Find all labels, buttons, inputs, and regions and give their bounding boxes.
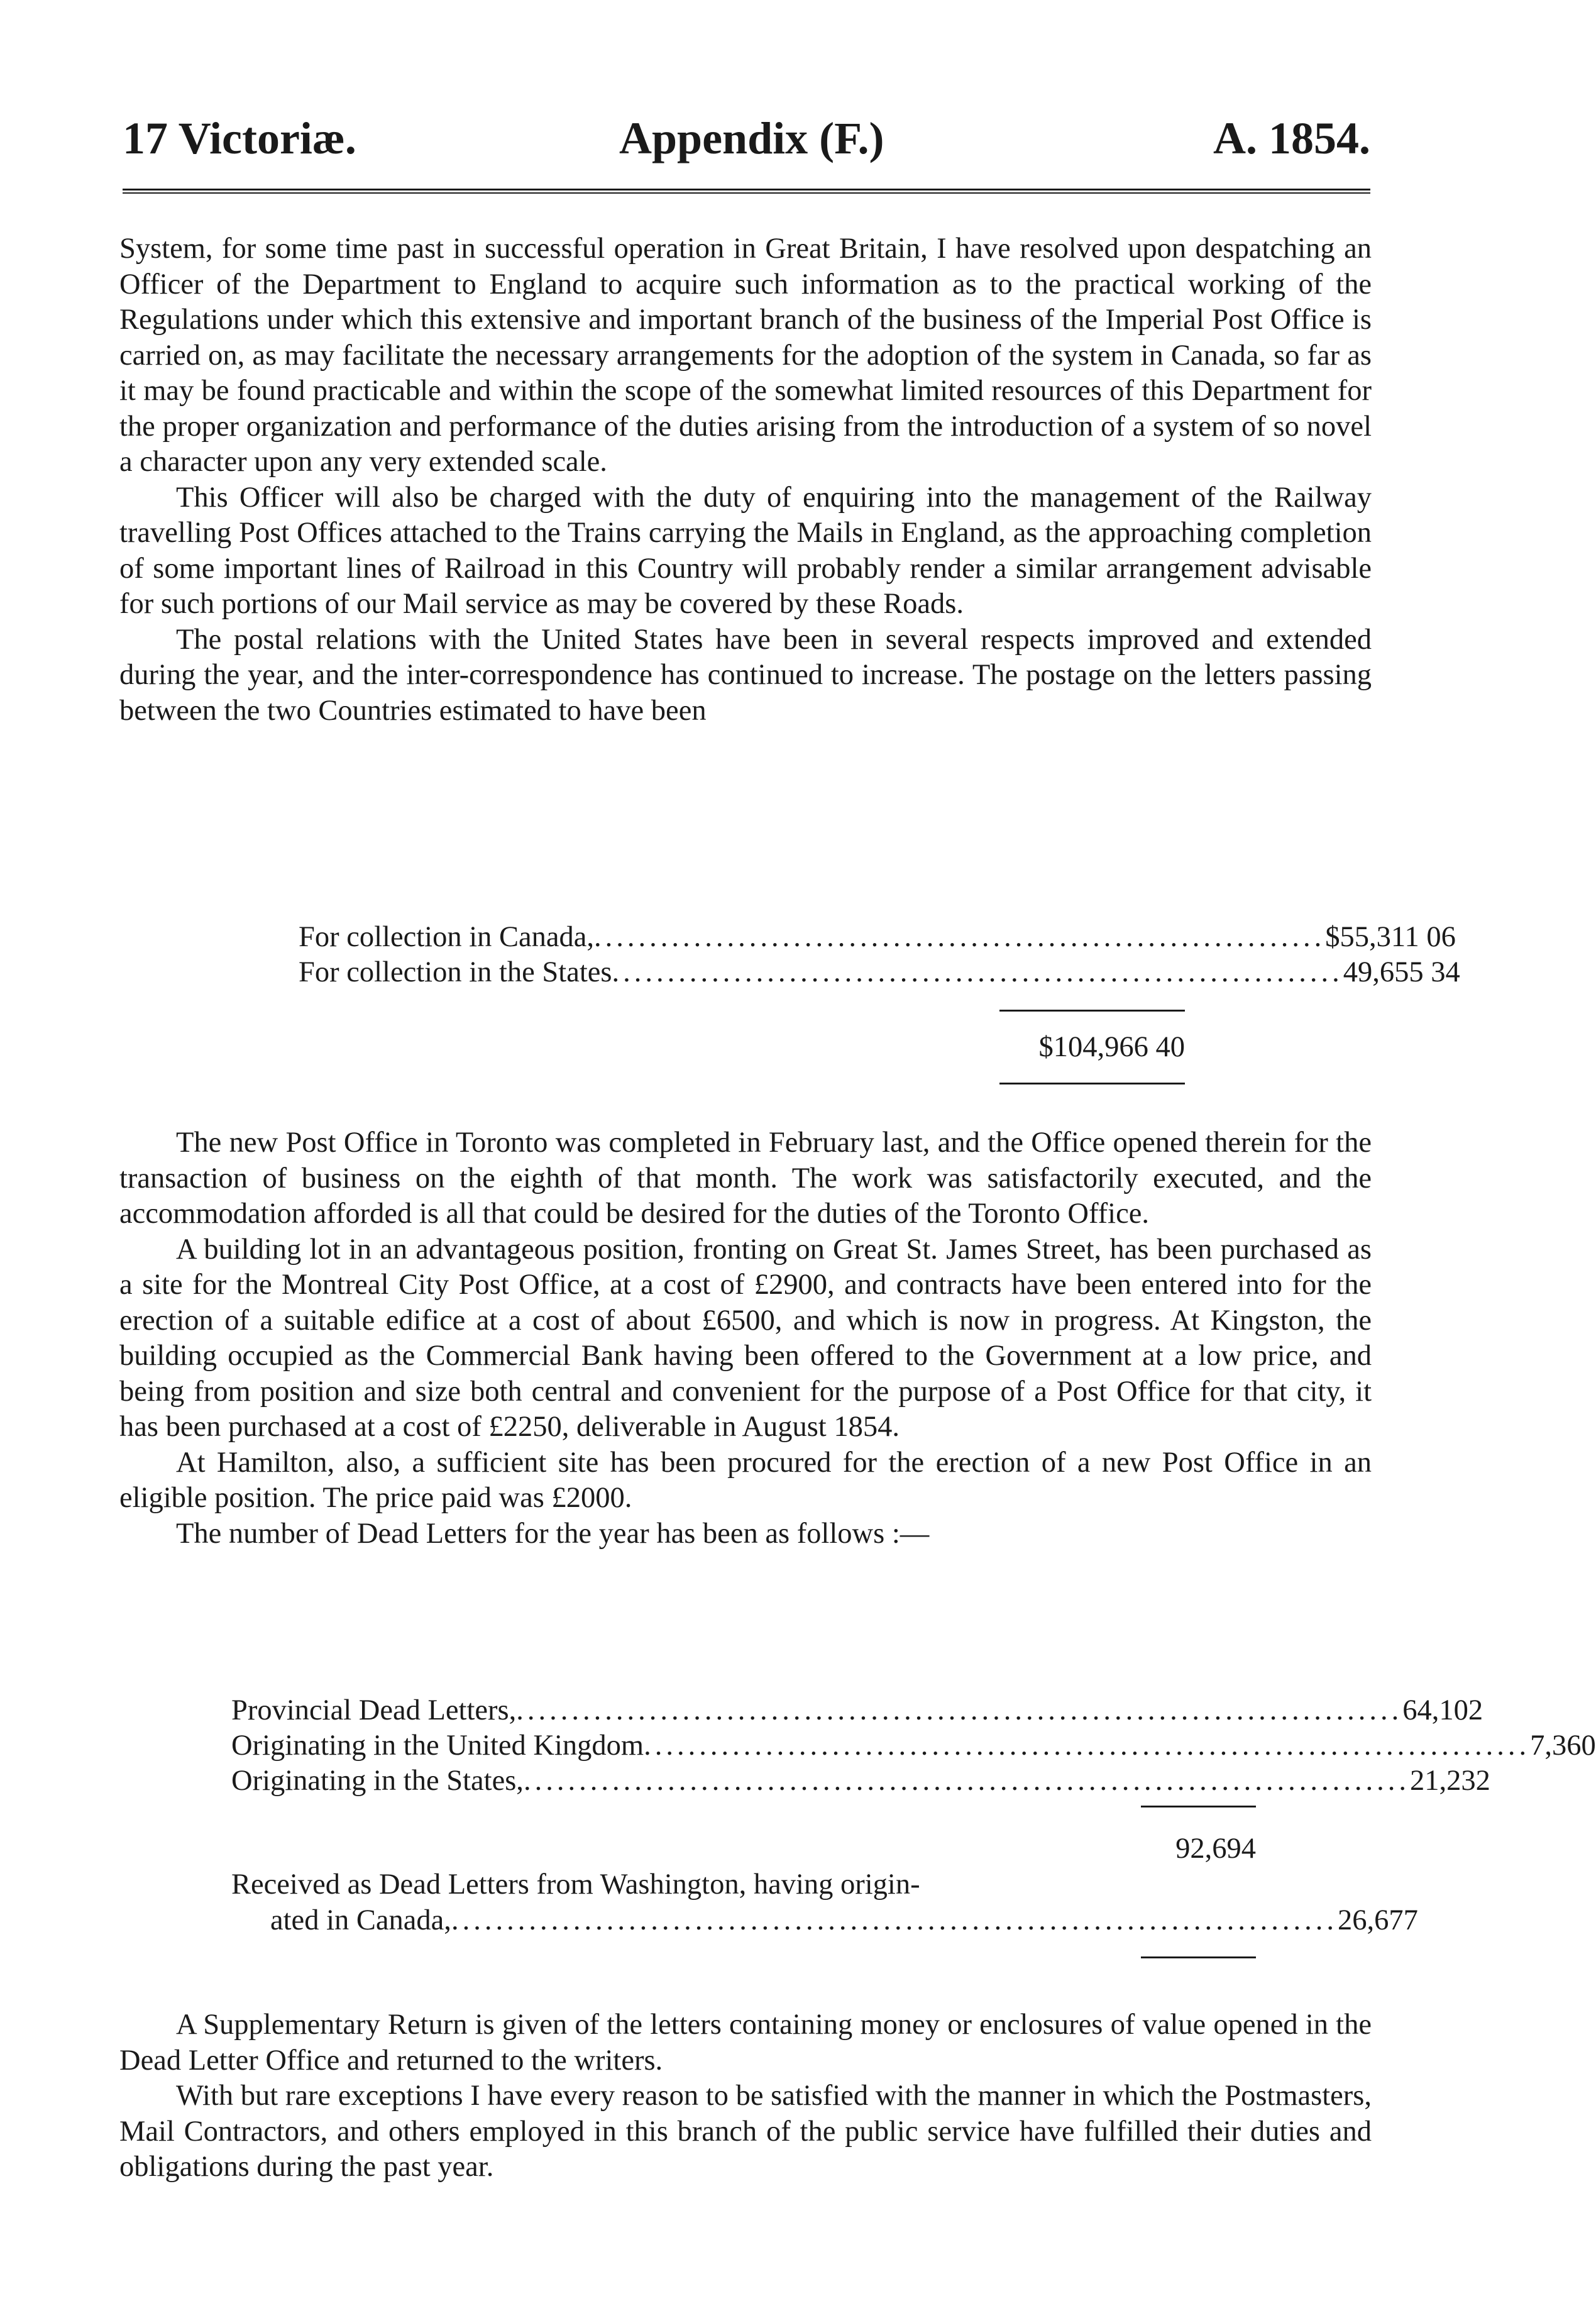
postage-total-row bbox=[943, 1030, 1185, 1065]
washington-label-line2: ated in Canada, bbox=[270, 1904, 451, 1936]
dead-letters-label: Provincial Dead Letters, bbox=[231, 1694, 517, 1726]
dead-letters-row-uk bbox=[231, 1728, 1596, 1763]
washington-row bbox=[270, 1903, 1418, 1938]
dead-letters-final-rule bbox=[1141, 1956, 1256, 1958]
paragraph-hamilton: At Hamilton, also, a sufficient site has been procured for the erection of a new Post Office in an eligible position. The price paid was £2000. bbox=[119, 1446, 1372, 1514]
postage-label: For collection in Canada, bbox=[299, 921, 595, 953]
header-appendix: Appendix (F.) bbox=[619, 113, 884, 163]
postage-amount: $55,311 06 bbox=[1325, 921, 1456, 953]
postage-total-rule bbox=[999, 1083, 1185, 1084]
text-block-1 bbox=[119, 231, 1372, 729]
paragraph-dead-letters-intro: The number of Dead Letters for the year has been as follows :— bbox=[176, 1517, 930, 1550]
dead-letters-row-states bbox=[231, 1763, 1490, 1799]
paragraph-us-relations: The postal relations with the United States have been in several respects improved and extended during the year, and the inter-correspondence has continued to increase. The postage on the letters passing between the two Countries estimated to have been bbox=[119, 623, 1372, 727]
washington-label-line1: Received as Dead Letters from Washington, having origin- bbox=[231, 1868, 920, 1901]
paragraph-foreign-service: System, for some time past in successful operation in Great Britain, I have resolved upon despatching an Officer of the Department to England to acquire such information as to the practical working of the Regulations under which this extensive and important branch of the business of the Imperial Post Office is carried on, as may facilitate the necessary arrangements for the adoption of the system in Canada, so far as it may be found practicable and within the scope of the somewhat limited resources of this Department for the proper organization and performance of the duties arising from the introduction of a system of so novel a character upon any very extended scale. bbox=[119, 233, 1372, 478]
postage-row-canada bbox=[299, 920, 1456, 955]
dead-letters-label: Originating in the United Kingdom bbox=[231, 1730, 644, 1762]
dot-leader: ................................................................................ bbox=[516, 1694, 1403, 1726]
dead-letters-row-provincial bbox=[231, 1693, 1483, 1728]
dot-leader: ................................................................................ bbox=[523, 1765, 1410, 1797]
page-header bbox=[123, 107, 1370, 170]
text-block-2 bbox=[119, 1125, 1372, 1552]
dot-leader: ................................................................................ bbox=[451, 1904, 1338, 1936]
header-session: 17 Victoriæ. bbox=[123, 113, 356, 163]
postage-sum-rule bbox=[999, 1010, 1185, 1012]
washington-amount: 26,677 bbox=[1337, 1904, 1418, 1936]
dot-leader: .................................................................. bbox=[612, 956, 1343, 988]
postage-row-states bbox=[299, 955, 1460, 990]
dot-leader: .................................................................. bbox=[594, 921, 1326, 953]
paragraph-supplementary-return: A Supplementary Return is given of the letters containing money or enclosures of value opened in the Dead Letter Office and returned to the writers. bbox=[119, 2009, 1372, 2077]
dead-letters-subtotal-row bbox=[1069, 1831, 1256, 1867]
dead-letters-amount: 64,102 bbox=[1402, 1694, 1483, 1726]
postage-total: $104,966 40 bbox=[1038, 1031, 1185, 1063]
dot-leader: ................................................................................ bbox=[644, 1730, 1531, 1762]
header-year: A. 1854. bbox=[1213, 113, 1370, 163]
text-block-3 bbox=[119, 2007, 1372, 2185]
postage-amount: 49,655 34 bbox=[1343, 956, 1460, 988]
dead-letters-amount: 21,232 bbox=[1409, 1765, 1490, 1797]
dead-letters-sum-rule bbox=[1141, 1806, 1256, 1807]
postage-label: For collection in the States bbox=[299, 956, 612, 988]
dead-letters-subtotal: 92,694 bbox=[1175, 1833, 1256, 1865]
header-rule bbox=[123, 189, 1370, 194]
dead-letters-amount: 7,360 bbox=[1530, 1730, 1596, 1762]
paragraph-railway-offices: This Officer will also be charged with the duty of enquiring into the management of the Railway travelling Post Offices attached to the Trains carrying the Mails in England, as the approaching completion of some important lines of Railroad in this Country will probably render a similar arrangement advisable for such portions of our Mail service as may be covered by these Roads. bbox=[119, 481, 1372, 620]
paragraph-toronto-office: The new Post Office in Toronto was completed in February last, and the Office opened therein for the transaction of business on the eighth of that month. The work was satisfactorily executed, and the accommodation afforded is all that could be desired for the duties of the Toronto Office. bbox=[119, 1127, 1372, 1230]
dead-letters-label: Originating in the States, bbox=[231, 1765, 524, 1797]
paragraph-montreal-kingston: A building lot in an advantageous position, fronting on Great St. James Street, has been purchased as a site for the Montreal City Post Office, at a cost of £2900, and contracts have been entered into for the erection of a suitable edifice at a cost of about £6500, and which is now in progress. At Kingston, the building occupied as the Commercial Bank having been offered to the Government at a low price, and being from position and size both central and convenient for the purpose of a Post Office for that city, it has been purchased at a cost of £2250, deliverable in August 1854. bbox=[119, 1233, 1372, 1443]
paragraph-closing: With but rare exceptions I have every reason to be satisfied with the manner in which the Postmasters, Mail Contractors, and others employed in this branch of the public service have fulfilled their duties and obligations during the past year. bbox=[119, 2080, 1372, 2183]
